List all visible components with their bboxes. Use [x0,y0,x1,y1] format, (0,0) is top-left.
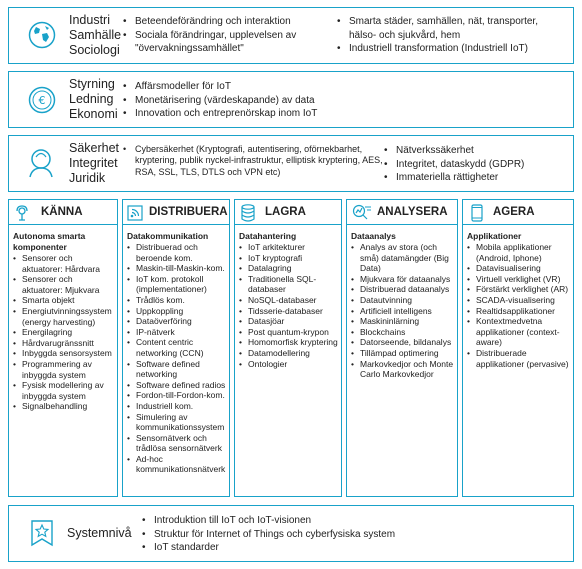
list-item: • Hårdvarugränssnitt [13,338,115,349]
column-header [235,200,341,225]
column-title: KÄNNA [41,206,83,218]
list-item: • Nätverkssäkerhet [384,144,569,158]
list-item: • Blockchains [351,327,455,338]
list-item: • IP-nätverk [127,327,227,338]
list-item: • Markovkedjor och Monte Carlo Markovkedjor [351,359,455,380]
list-item: • Tillämpad optimering [351,348,455,359]
broadcast-icon [127,205,143,221]
column-title: AGERA [493,206,535,218]
column-subtitle: Datahantering [239,231,297,241]
row-right-list [384,144,569,185]
database-icon [241,204,255,222]
row-left-list [123,80,383,121]
list-item: • Software defined radios [127,380,227,391]
list-item: • Kontextmedvetna applikationer (context-aware) [467,316,571,348]
list-item: • Tidsserie-databaser [239,306,339,317]
row-systemniva [8,505,574,562]
list-item: • Virtuell verklighet (VR) [467,274,571,285]
list-item: • Ontologier [239,359,339,370]
svg-text:€: € [38,94,46,107]
list-item: • Innovation och entreprenörskap inom IoT [123,107,383,121]
column-analysera [346,199,458,497]
column-header [9,200,117,225]
list-item: • SCADA-visualisering [467,295,571,306]
list-item: • Ad-hoc kommunikationsnätverk [127,454,227,475]
list-item: • Artificiell intelligens [351,306,455,317]
list-item: • Programmering av inbyggda system [13,359,115,380]
row-left-list [123,15,328,56]
column-header [347,200,457,225]
list-item: • Sociala förändringar, upplevelsen av "övervakningssamhället" [123,29,328,56]
list-item: • Struktur för Internet of Things och cyberfysiska system [142,528,542,542]
column-list [239,242,343,369]
list-item: • Datalagring [239,263,339,274]
list-item: • Datasjöar [239,316,339,327]
list-item: • Förstärkt verklighet (AR) [467,284,571,295]
list-item: • Cybersäkerhet (Kryptografi, autentisering, oförnekbarhet, kryptering, publik nyckel-infrastruktur, elliptisk kryptering, AES, RSA, SSL, TLS, DTLS och VPN etc) [123,144,391,178]
column-distribuera [122,199,230,497]
globe-icon [28,21,56,49]
list-item: • Smarta städer, samhällen, nät, transporter, hälso- och sjukvård, hem [337,15,567,42]
list-item: • Traditionella SQL-databaser [239,274,339,295]
column-subtitle: Autonoma smarta komponenter [13,231,86,252]
list-item: • Sensornätverk och trådlösa sensornätverk [127,433,227,454]
list-item: • Inbyggda sensorsystem [13,348,115,359]
sensor-icon [14,205,30,221]
list-item: • Uppkoppling [127,306,227,317]
list-item: • Immateriella rättigheter [384,171,569,185]
list-item: • Fysisk modellering av inbyggda system [13,380,115,401]
list-item: • NoSQL-databaser [239,295,339,306]
list-item: • Software defined networking [127,359,227,380]
list-item: • Simulering av kommunikationssystem [127,412,227,433]
column-list [467,242,575,369]
list-item: • Fordon-till-Fordon-kom. [127,390,227,401]
column-agera [462,199,574,497]
user-icon [26,147,56,179]
list-item: • Datavisualisering [467,263,571,274]
list-item: • IoT arkitekturer [239,242,339,253]
row-title: Systemnivå [67,526,132,540]
column-title: DISTRIBUERA [149,206,228,218]
euro-coin-icon [28,86,56,114]
list-item: • Mjukvara för dataanalys [351,274,455,285]
list-item: • Analys av stora (och små) datamängder (Big Data) [351,242,455,274]
list-item: • Monetärisering (värdeskapande) av data [123,94,383,108]
list-item: • Introduktion till IoT och IoT-visionen [142,514,542,528]
list-item: • Smarta objekt [13,295,115,306]
column-lagra [234,199,342,497]
list-item: • Industriell transformation (Industriell IoT) [337,42,567,56]
list-item: • Distribuerad och beroende kom. [127,242,227,263]
row-title: Säkerhet Integritet Juridik [69,141,120,185]
column-list [127,242,231,475]
column-title: LAGRA [265,206,306,218]
list-item: • Trådlös kom. [127,295,227,306]
list-item: • Dataöverföring [127,316,227,327]
list-item: • IoT kryptografi [239,253,339,264]
column-header [463,200,573,225]
list-item: • Maskininlärning [351,316,455,327]
column-title: ANALYSERA [377,206,448,218]
list-item: • Datautvinning [351,295,455,306]
list-item: • IoT kom. protokoll (implementationer) [127,274,227,295]
list-item: • Post quantum-krypon [239,327,339,338]
list-item: • Beteendeförändring och interaktion [123,15,328,29]
list-item: • Integritet, dataskydd (GDPR) [384,158,569,172]
list-item: • Maskin-till-Maskin-kom. [127,263,227,274]
list-item: • Homomorfisk kryptering [239,337,339,348]
row-left-list [123,144,391,178]
row-sakerhet [8,135,574,192]
list-item: • IoT standarder [142,541,542,555]
column-subtitle: Applikationer [467,231,522,241]
column-kanna [8,199,118,497]
list-item: • Energiutvinningssystem (energy harvesting) [13,306,115,327]
list-item: • Industriell kom. [127,401,227,412]
list-item: • Content centric networking (CCN) [127,337,227,358]
column-list [13,253,119,412]
bottom-list [142,514,542,555]
row-industri [8,7,574,64]
list-item: • Sensorer och aktuatorer: Mjukvara [13,274,115,295]
column-list [351,242,459,380]
column-header [123,200,229,225]
list-item: • Mobila applikationer (Android, Iphone) [467,242,571,263]
column-subtitle: Datakommunikation [127,231,209,241]
star-badge-icon [31,520,53,548]
column-subtitle: Dataanalys [351,231,396,241]
list-item: • Distribuerade applikationer (pervasive) [467,348,571,369]
list-item: • Realtidsapplikationer [467,306,571,317]
analytics-icon [352,204,372,221]
list-item: • Energilagring [13,327,115,338]
row-styrning [8,71,574,128]
list-item: • Datorseende, bildanalys [351,337,455,348]
list-item: • Sensorer och aktuatorer: Hårdvara [13,253,115,274]
smartphone-icon [471,204,483,222]
list-item: • Signalbehandling [13,401,115,412]
list-item: • Datamodellering [239,348,339,359]
row-title: Styrning Ledning Ekonomi [69,77,118,121]
list-item: • Affärsmodeller för IoT [123,80,383,94]
row-right-list [337,15,567,56]
list-item: • Distribuerad dataanalys [351,284,455,295]
row-title: Industri Samhälle Sociologi [69,13,122,57]
